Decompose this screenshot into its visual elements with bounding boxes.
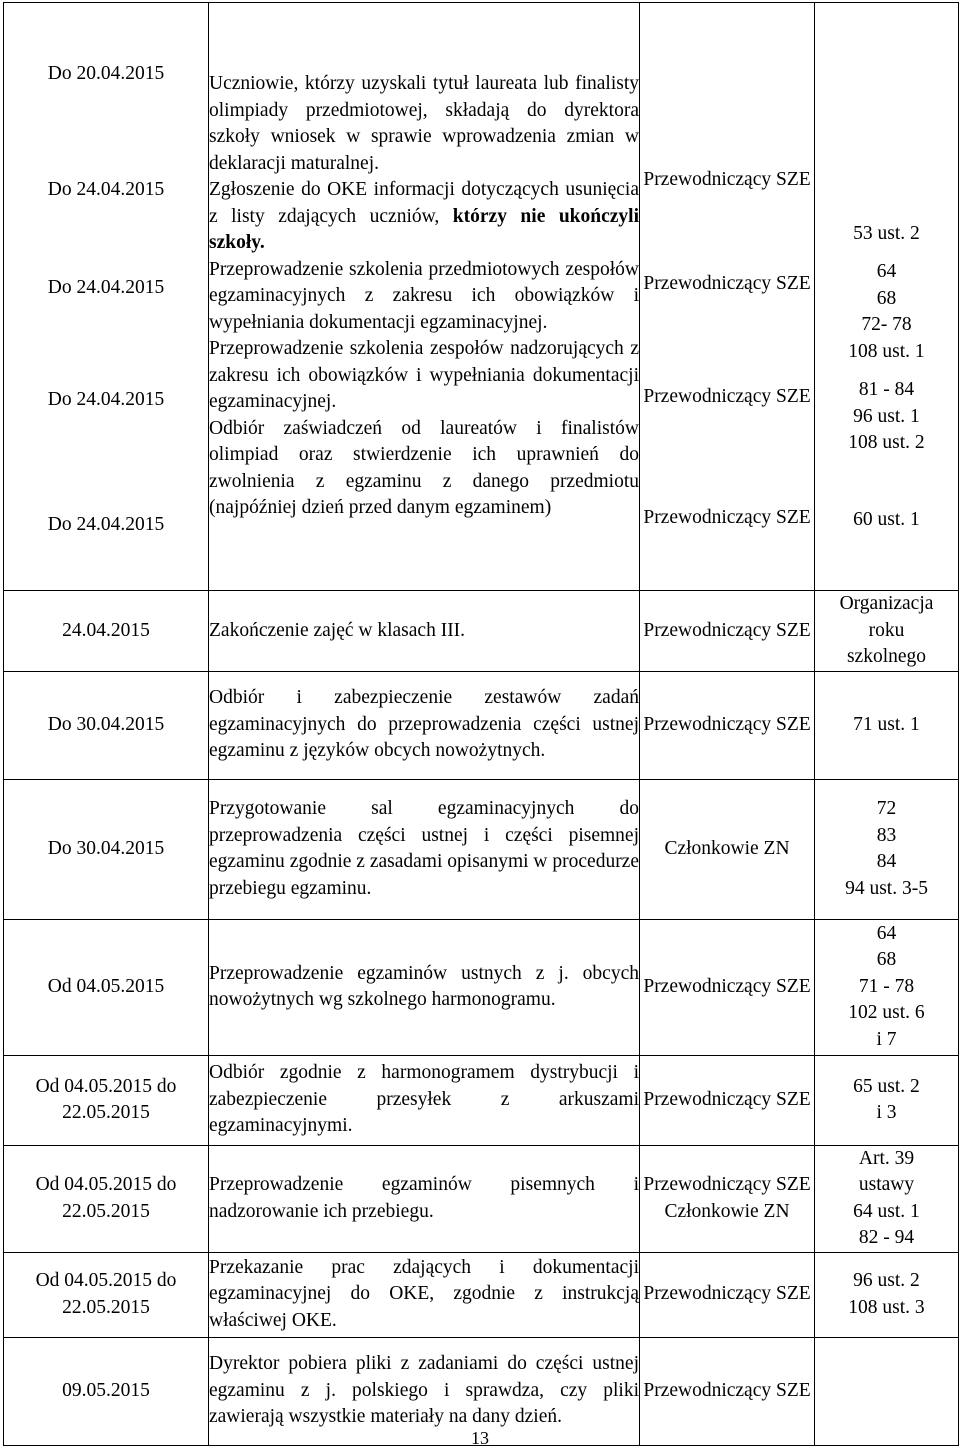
responsible-text: Przewodniczący SZE [643,272,811,294]
reference-text: i 3 [876,1102,897,1123]
reference-text: 84 [876,851,897,872]
description-cell: Zakończenie zajęć w klasach III. [209,591,640,672]
reference-text: 71 ust. 1 [853,713,920,735]
responsible-cell: Członkowie ZN [640,779,815,919]
reference-text: Art. 39 [858,1147,915,1169]
table-row [4,591,959,672]
description-cell: Przygotowanie sal egzaminacyjnych do przeprowadzenia części ustnej i części pisemnej egzaminu zgodnie z zasadami opisanymi w procedurze przebiegu egzaminu. [209,779,640,919]
reference-text: 108 ust. 3 [848,1296,925,1318]
table-row [4,779,959,919]
reference-text: 83 [876,824,897,846]
schedule-table [3,2,959,1446]
reference-text: 72 [876,798,897,819]
reference-cell [815,591,959,672]
reference-text: 108 ust. 2 [848,432,925,454]
reference-text: 94 ust. 3-5 [845,877,928,899]
responsible-text: Przewodniczący SZE [643,386,811,408]
date-text: Do 20.04.2015 [47,63,165,84]
date-cell: Od 04.05.2015 [4,919,209,1055]
responsible-cell: Przewodniczący SZE [640,1337,815,1445]
reference-cell [815,919,959,1055]
reference-cell [815,3,959,591]
reference-text: szkolnego [846,646,927,667]
date-cell: Od 04.05.2015 do 22.05.2015 [4,1145,209,1252]
description-cell: Przeprowadzenie egzaminów pisemnych i nadzorowanie ich przebiegu. [209,1145,640,1252]
date-cell: Od 04.05.2015 do 22.05.2015 [4,1055,209,1145]
reference-text: roku [868,619,905,641]
table-row [4,1055,959,1145]
table-row [4,919,959,1055]
description-text: Przeprowadzenie szkolenia zespołów nadzorujących z zakresu ich obowiązków i wypełniania dokumentacji egzaminacyjnej. [209,338,639,413]
reference-text: 64 [876,261,897,283]
reference-text: 96 ust. 2 [853,1270,920,1291]
reference-text: 102 ust. 6 [848,1002,925,1024]
date-text: Do 24.04.2015 [47,277,165,298]
page-number: 13 [471,1428,489,1448]
date-cell: 24.04.2015 [4,591,209,672]
reference-text: 71 - 78 [858,975,915,997]
description-cell: Odbiór i zabezpieczenie zestawów zadań egzaminacyjnych do przeprowadzenia części ustnej egzaminu z języków obcych nowożytnych. [209,671,640,779]
date-text: Do 24.04.2015 [47,389,165,410]
reference-cell [815,1055,959,1145]
date-text: Do 24.04.2015 [47,514,165,535]
reference-text: 65 ust. 2 [853,1075,920,1097]
responsible-cell: Przewodniczący SZE [640,1055,815,1145]
reference-text: Organizacja [839,593,934,614]
reference-cell [815,671,959,779]
responsible-cell [640,3,815,591]
reference-text: 68 [876,949,897,971]
responsible-cell: Przewodniczący SZE [640,1252,815,1337]
date-cell: Od 04.05.2015 do 22.05.2015 [4,1252,209,1337]
responsible-cell: Przewodniczący SZE [640,919,815,1055]
reference-cell [815,1145,959,1252]
date-cell [4,3,209,591]
reference-text: 53 ust. 2 [853,222,920,244]
date-cell: 09.05.2015 [4,1337,209,1445]
reference-text: i 7 [876,1028,897,1050]
reference-text: 64 [876,922,897,944]
description-cell [209,3,640,591]
reference-text: 72- 78 [861,314,912,336]
reference-cell [815,779,959,919]
description-text: Uczniowie, którzy uzyskali tytuł laureata lub finalisty olimpiady przedmiotowej, składają do dyrektora szkoły wniosek w sprawie wprowadzenia zmian w deklaracji maturalnej. [209,73,639,174]
description-cell: Dyrektor pobiera pliki z zadaniami do części ustnej egzaminu z j. polskiego i sprawdza, czy pliki zawierają wszystkie materiały na dany dzień. [209,1337,640,1445]
date-cell: Do 30.04.2015 [4,671,209,779]
reference-text: 60 ust. 1 [853,508,920,530]
responsible-cell: Przewodniczący SZE [640,591,815,672]
table-row [4,671,959,779]
reference-text: 68 [876,287,897,309]
responsible-cell: Przewodniczący SZE Członkowie ZN [640,1145,815,1252]
description-text: Przeprowadzenie szkolenia przedmiotowych zespołów egzaminacyjnych z zakresu ich obowiązków i wypełniania dokumentacji egzaminacyjnej. [209,258,639,333]
reference-cell [815,1252,959,1337]
date-text: Do 24.04.2015 [47,179,165,200]
date-cell: Do 30.04.2015 [4,779,209,919]
reference-text: 64 ust. 1 [853,1200,920,1222]
table-row [4,3,959,591]
responsible-cell: Przewodniczący SZE [640,671,815,779]
reference-text: 96 ust. 1 [853,405,920,427]
table-row [4,1145,959,1252]
description-text: Zgłoszenie do OKE informacji dotyczących usunięcia z listy zdających uczniów, którzy nie ukończyli szkoły. [209,179,640,254]
description-cell: Odbiór zgodnie z harmonogramem dystrybucji i zabezpieczenie przesyłek z arkuszami egzaminacyjnymi. [209,1055,640,1145]
reference-text: 81 - 84 [858,379,915,401]
responsible-text: Przewodniczący SZE [643,169,811,191]
responsible-text: Przewodniczący SZE [643,507,811,529]
reference-text: 108 ust. 1 [848,340,925,362]
description-cell: Przekazanie prac zdających i dokumentacji egzaminacyjnej do OKE, zgodnie z instrukcją właściwej OKE. [209,1252,640,1337]
description-bold: którzy nie ukończyli szkoły. [209,205,640,254]
description-text: Odbiór zaświadczeń od laureatów i finalistów olimpiad oraz stwierdzenie ich uprawnień do zwolnienia z egzaminu z danego przedmiotu (najpóźniej dzień przed danym egzaminem) [209,417,639,519]
reference-text: 82 - 94 [858,1227,915,1248]
table-row [4,1252,959,1337]
reference-text: ustawy [858,1174,915,1195]
description-cell: Przeprowadzenie egzaminów ustnych z j. obcych nowożytnych wg szkolnego harmonogramu. [209,919,640,1055]
